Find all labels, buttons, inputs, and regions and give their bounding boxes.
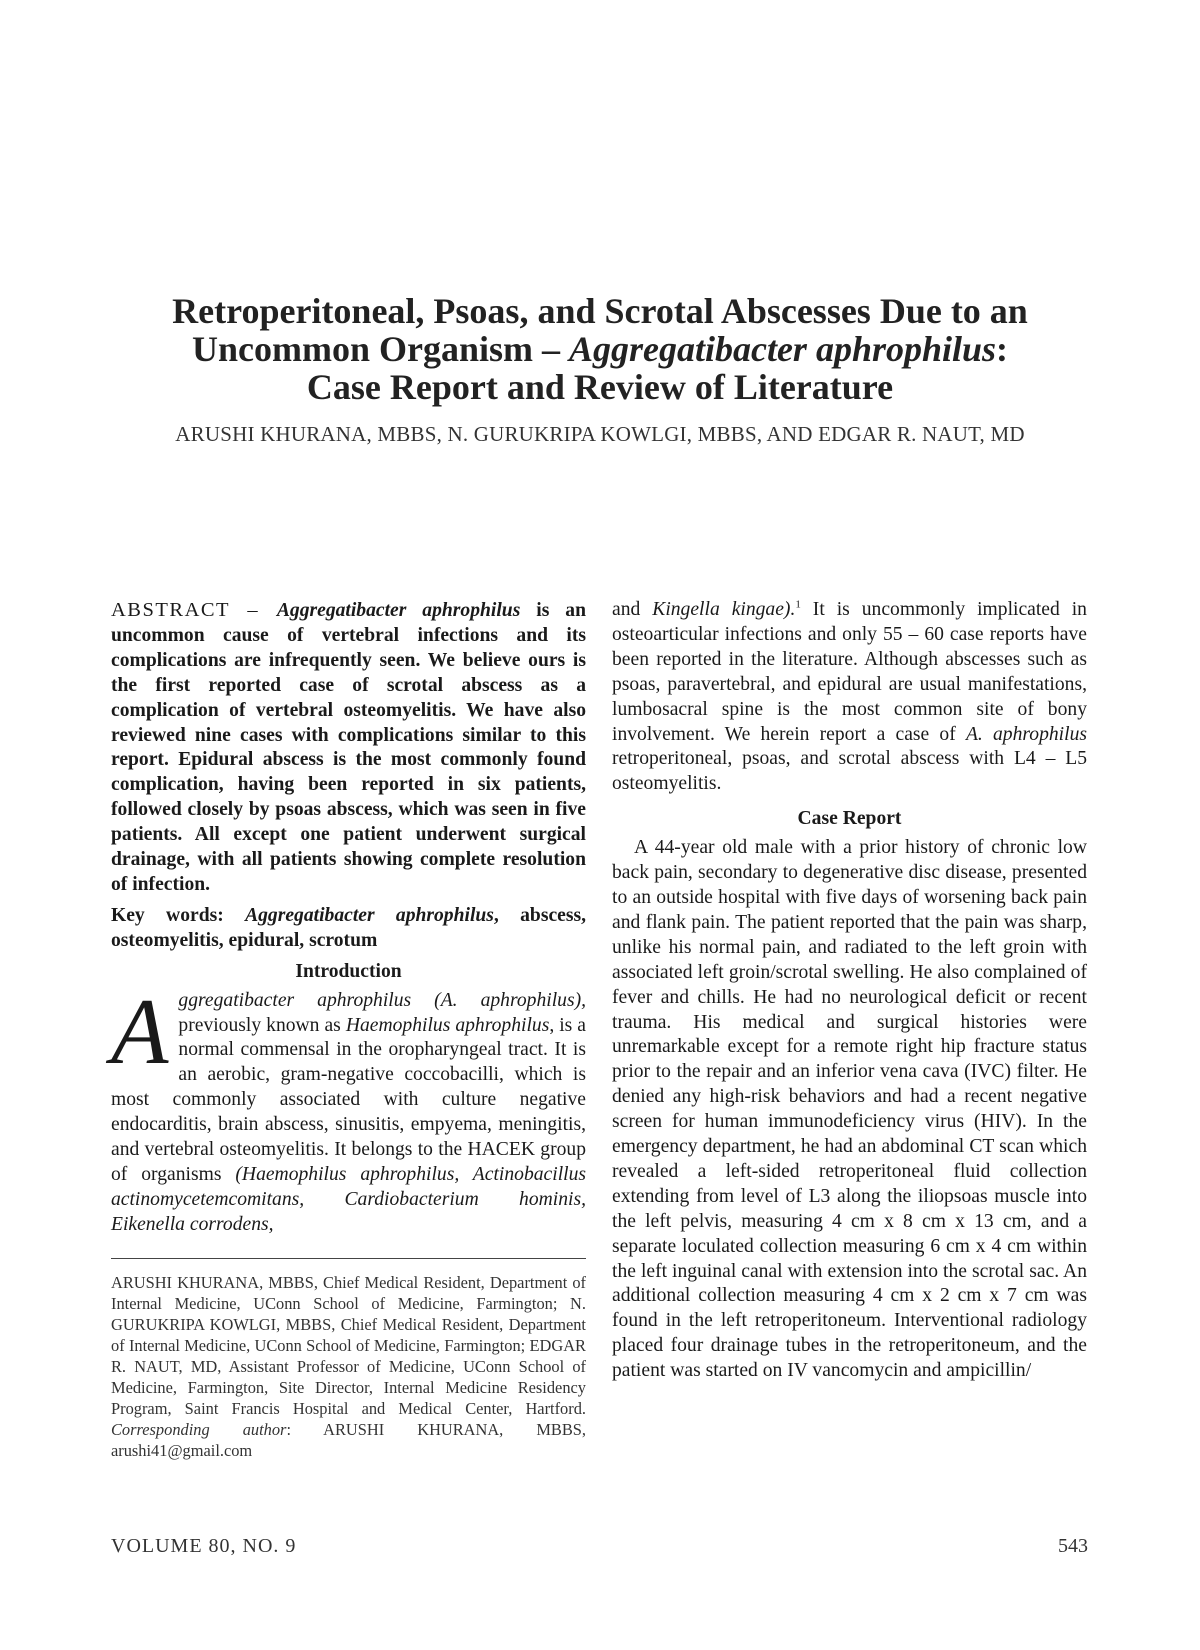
title-line-3: Case Report and Review of Literature — [306, 367, 894, 407]
left-column — [111, 598, 586, 1238]
intro-text-5: retroperitoneal, psoas, and scrotal abscess with L4 – L5 osteomyelitis. — [612, 748, 1087, 795]
abstract — [111, 598, 586, 898]
case-report-heading: Case Report — [797, 808, 902, 830]
reference-1: 1 — [795, 598, 801, 611]
page-number: 543 — [1058, 1535, 1088, 1557]
article-header — [0, 292, 1200, 447]
title-line-2 — [0, 330, 1200, 368]
corresponding-author-label: Corresponding author — [111, 1420, 287, 1439]
intro-text-4: It is uncommonly implicated in osteoarticular infections and only 55 – 60 case reports have been reported in the literature. Although abscesses such as psoas, paravertebral, and epidural are usual manifestations, lumbosacral spine is the most common site of bony involvement. We herein report a case of — [612, 599, 1087, 745]
intro-kingella: Kingella kingae). — [652, 599, 796, 620]
intro-organism-abbrev: A. aphrophilus — [965, 723, 1087, 745]
affiliation-text: ARUSHI KHURANA, MBBS, Chief Medical Resident, Department of Internal Medicine, UConn School of Medicine, Farmington; N. GURUKRIPA KOWLGI, MBBS, Chief Medical Resident, Department of Internal Medicine, UConn School of Medicine, Farmington; EDGAR R. NAUT, MD, Assistant Professor of Medicine, UConn School of Medicine, Farmington, Site Director, Internal Medicine Residency Program, Saint Francis Hospital and Medical Center, Hartford. — [111, 1273, 586, 1418]
abstract-label: ABSTRACT – — [111, 599, 277, 621]
abstract-text: is an uncommon cause of vertebral infections and its complications are infrequently seen. We believe ours is the first reported case of scrotal abscess as a complication of vertebral osteomyelitis. We have also reviewed nine cases with complications similar to this report. Epidural abscess is the most commonly found complication, having been reported in six patients, followed closely by psoas abscess, which was seen in five patients. All except one patient underwent surgical drainage, with all patients showing complete resolution of infection. — [111, 600, 587, 895]
author-line: ARUSHI KHURANA, MBBS, N. GURUKRIPA KOWLGI, MBBS, AND EDGAR R. NAUT, MD — [175, 422, 1025, 446]
author-affiliations — [111, 1272, 586, 1461]
intro-text-1: previously known as — [178, 1014, 346, 1036]
intro-text-3: and — [612, 599, 653, 620]
intro-text-2: , is a normal commensal in the oropharyngeal tract. It is an aerobic, gram-negative coccobacilli, which is most commonly associated with culture negative endocarditis, brain abscess, sinusitis, empyema, meningitis, and vertebral osteomyelitis. It belongs to the HACEK group of organisms — [111, 1014, 587, 1185]
corresponding-author-text: : ARUSHI KHURANA, MBBS, arushi41@gmail.com — [111, 1420, 586, 1460]
intro-hacek-list: (Haemophilus aphrophilus, Actinobacillus actinomycetemcomitans, Cardiobacterium hominis, Eikenella corrodens, — [111, 1163, 586, 1235]
title-line-1: Retroperitoneal, Psoas, and Scrotal Abscesses Due to an — [172, 291, 1028, 331]
volume-info: VOLUME 80, NO. 9 — [111, 1535, 297, 1557]
right-column — [612, 598, 1087, 1384]
introduction-continued — [612, 598, 1087, 797]
intro-organism: ggregatibacter aphrophilus (A. aphrophilus), — [178, 989, 586, 1011]
keywords-rest: , abscess, osteomyelitis, epidural, scrotum — [111, 904, 586, 951]
introduction-paragraph — [111, 979, 587, 1238]
abstract-organism: Aggregatibacter aphrophilus — [276, 600, 521, 621]
title-colon: : — [996, 329, 1009, 369]
keywords-label: Key words: — [111, 904, 246, 926]
case-report-paragraph: A 44-year old male with a prior history of chronic low back pain, secondary to degenerative disc disease, presented to an outside hospital with five days of worsening back pain and flank pain. The patient reported that the pain was sharp, unlike his normal pain, and radiated to the left groin with associated left groin/scrotal swelling. He also complained of fever and chills. He had no neurological deficit or recent trauma. His medical and surgical histories were unremarkable except for a remote right hip fracture status prior to the repair and an inferior vena cava (IVC) filter. He denied any high-risk behaviors and had a recent negative screen for human immunodeficiency virus (HIV). In the emergency department, he had an abdominal CT scan which revealed a left-sided retroperitoneal fluid collection extending from level of L3 along the iliopsoas muscle into the left pelvis, measuring 4 cm x 8 cm x 13 cm, and a separate loculated collection measuring 6 cm x 4 cm within the left inguinal canal with extension into the scrotal sac. An additional collection measuring 4 cm x 2 cm x 7 cm was found in the left retroperitoneum. Interventional radiology placed four drainage tubes in the retroperitoneum, and the patient was started on IV vancomycin and ampicillin/ — [612, 837, 1087, 1382]
title-organism: Aggregatibacter aphrophilus — [568, 329, 997, 369]
intro-former-name: Haemophilus aphrophilus — [345, 1014, 550, 1036]
footnote-rule — [111, 1258, 586, 1259]
drop-cap: A — [111, 979, 169, 1084]
title-line-2-text: Uncommon Organism – — [191, 329, 569, 369]
introduction-heading: Introduction — [295, 960, 402, 982]
keywords — [111, 904, 586, 954]
keywords-organism: Aggregatibacter aphrophilus — [245, 904, 494, 926]
